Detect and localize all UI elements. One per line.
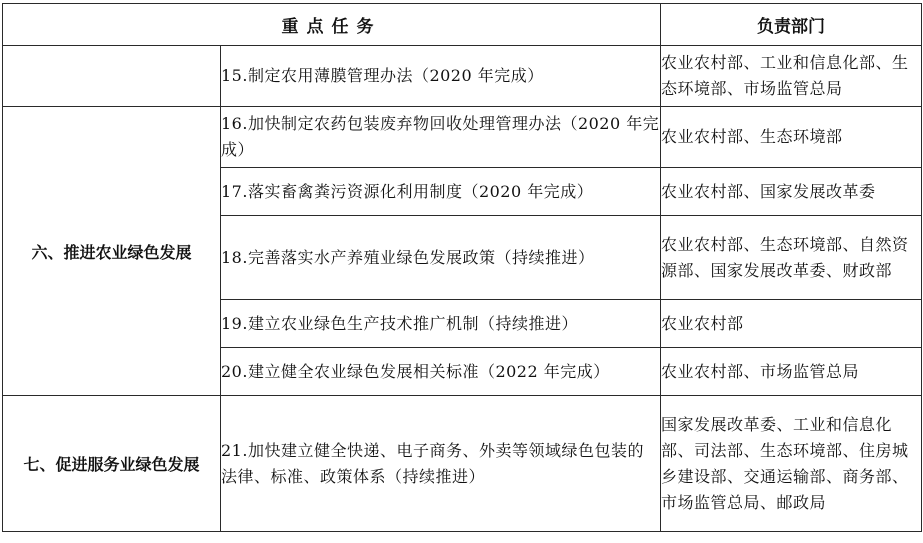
table-row	[3, 46, 922, 107]
table-header-row	[3, 4, 922, 46]
task-cell: 20.建立健全农业绿色发展相关标准（2022 年完成）	[221, 348, 661, 396]
task-cell: 17.落实畜禽粪污资源化利用制度（2020 年完成）	[221, 168, 661, 216]
category-cell-agriculture: 六、推进农业绿色发展	[3, 107, 221, 396]
category-cell-services: 七、促进服务业绿色发展	[3, 396, 221, 532]
department-cell: 农业农村部、生态环境部	[661, 107, 922, 168]
table-row	[3, 107, 922, 168]
header-responsible-departments: 负责部门	[661, 4, 922, 46]
task-cell: 16.加快制定农药包装废弃物回收处理管理办法（2020 年完成）	[221, 107, 661, 168]
department-cell: 国家发展改革委、工业和信息化部、司法部、生态环境部、住房城乡建设部、交通运输部、商务部、市场监管总局、邮政局	[661, 396, 922, 532]
task-table	[2, 3, 922, 532]
department-cell: 农业农村部、市场监管总局	[661, 348, 922, 396]
department-cell: 农业农村部、生态环境部、自然资源部、国家发展改革委、财政部	[661, 216, 922, 300]
department-cell: 农业农村部、工业和信息化部、生态环境部、市场监管总局	[661, 46, 922, 107]
task-cell: 21.加快建立健全快递、电子商务、外卖等领域绿色包装的法律、标准、政策体系（持续推进）	[221, 396, 661, 532]
task-cell: 18.完善落实水产养殖业绿色发展政策（持续推进）	[221, 216, 661, 300]
category-cell-continued	[3, 46, 221, 107]
department-cell: 农业农村部	[661, 300, 922, 348]
table-row	[3, 396, 922, 532]
department-cell: 农业农村部、国家发展改革委	[661, 168, 922, 216]
task-cell: 15.制定农用薄膜管理办法（2020 年完成）	[221, 46, 661, 107]
header-key-tasks: 重点任务	[3, 4, 661, 46]
task-cell: 19.建立农业绿色生产技术推广机制（持续推进）	[221, 300, 661, 348]
